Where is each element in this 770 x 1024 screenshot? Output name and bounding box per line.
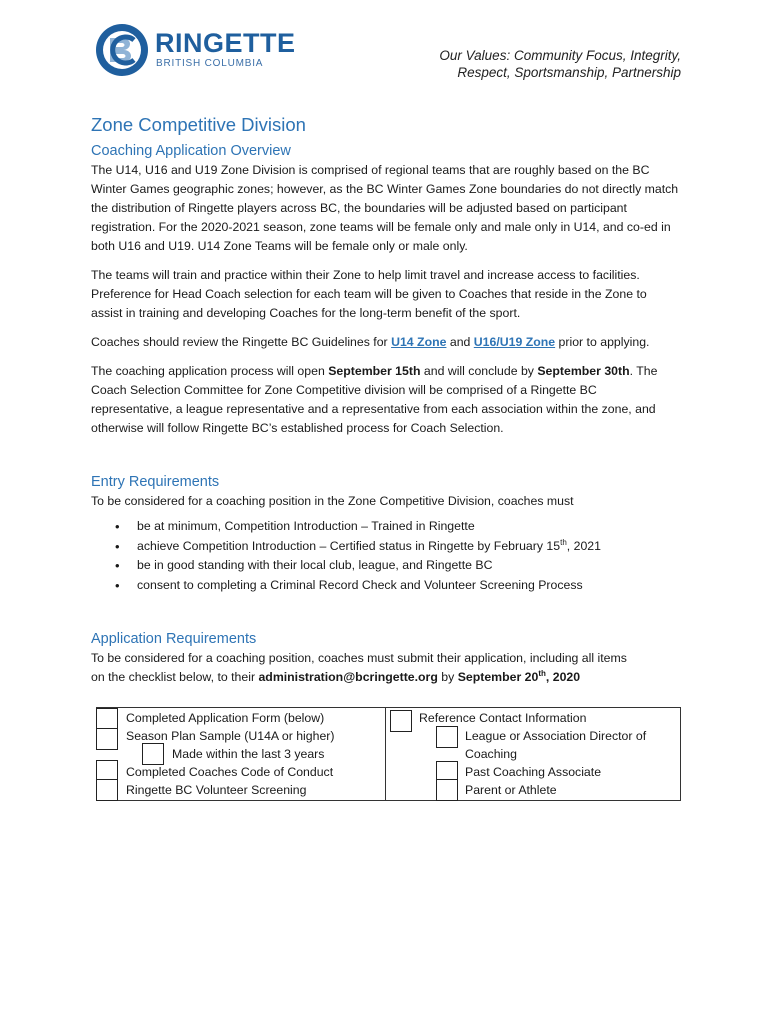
list-item	[137, 537, 681, 557]
list-item: • consent to completing a Criminal Record Check and Volunteer Screening Process	[137, 576, 681, 596]
close-date: September 30th	[537, 364, 630, 378]
checklist-divider	[385, 708, 386, 800]
overview-heading: Coaching Application Overview	[91, 143, 291, 159]
application-requirements-heading: Application Requirements	[91, 631, 257, 647]
checklist-subitem: Past Coaching Associate	[465, 765, 602, 779]
text-span: and will conclude by	[420, 364, 538, 378]
logo-title: RINGETTE	[155, 28, 296, 58]
admin-email: administration@bcringette.org	[258, 670, 438, 684]
text-span: . The Coach Selection Committee for Zone Competitive division will be comprised of a Ringette BC representative, a league representative and a representative from each association within the zone, and otherwise will follow Ringette BC’s established process for Coach Selection.	[91, 364, 658, 435]
entry-intro: To be considered for a coaching position in the Zone Competitive Division, coaches must	[91, 494, 574, 508]
checkbox-parent-or-athlete[interactable]	[436, 779, 458, 801]
checkbox-season-plan[interactable]	[96, 728, 118, 750]
text-span: and	[446, 335, 474, 349]
values-line: Respect, Sportsmanship, Partnership	[457, 65, 681, 80]
checklist-subitem: Parent or Athlete	[465, 783, 557, 797]
ringette-logo-icon	[94, 22, 150, 78]
overview-paragraph-1: The U14, U16 and U19 Zone Division is comprised of regional teams that are roughly based on the BC Winter Games geographic zones; however, as the BC Winter Games Zone boundaries do not directly match the distribution of Ringette players across BC, the boundaries will be adjusted based on participant registration. For the 2020-2021 season, zone teams will be female only and male only in U14, and co-ed in both U16 and U19. U14 Zone Teams will be female only or male only.	[91, 163, 679, 253]
checkbox-director-of-coaching[interactable]	[436, 726, 458, 748]
checklist-item: Completed Application Form (below)	[126, 711, 325, 725]
list-item: • be in good standing with their local club, league, and Ringette BC	[137, 556, 681, 576]
checkbox-application-form[interactable]	[96, 708, 118, 730]
list-item: • be at minimum, Competition Introduction – Trained in Ringette	[137, 517, 681, 537]
overview-paragraph-2: The teams will train and practice within their Zone to help limit travel and increase access to facilities. Preference for Head Coach selection for each team will be given to Coaches that reside in the Zone to assist in training and developing Coaches for the long-term benefit of the sport.	[91, 268, 647, 320]
checklist-item: Ringette BC Volunteer Screening	[126, 783, 307, 797]
u14-zone-link[interactable]: U14 Zone	[391, 335, 447, 349]
logo-subtitle: BRITISH COLUMBIA	[156, 58, 264, 69]
text-span: , 2021	[566, 538, 601, 553]
checklist-subitem: League or Association Director of	[465, 729, 647, 743]
open-date: September 15th	[328, 364, 421, 378]
overview-paragraph-3	[91, 333, 681, 352]
checkbox-volunteer-screening[interactable]	[96, 779, 118, 801]
text-span: on the checklist below, to their	[91, 670, 259, 684]
page-title: Zone Competitive Division	[91, 114, 306, 135]
ringette-bc-logo	[94, 22, 296, 80]
checkbox-made-within-3-years[interactable]	[142, 743, 164, 765]
application-checklist	[96, 707, 681, 801]
checklist-subitem: Made within the last 3 years	[172, 747, 325, 761]
deadline-date	[458, 670, 580, 684]
checklist-item: Reference Contact Information	[419, 711, 587, 725]
values-statement	[381, 47, 681, 81]
text-span: The coaching application process will open	[91, 364, 329, 378]
text-span: by	[437, 670, 458, 684]
text-span: , 2020	[545, 670, 581, 684]
overview-paragraph-4	[91, 362, 681, 438]
checklist-item: Completed Coaches Code of Conduct	[126, 765, 334, 779]
checkbox-reference-contact[interactable]	[390, 710, 412, 732]
entry-requirements-list	[91, 517, 681, 595]
u16-u19-zone-link[interactable]: U16/U19 Zone	[473, 335, 556, 349]
text-span: achieve Competition Introduction – Certified status in Ringette by February 15	[137, 538, 561, 553]
application-line-2	[91, 668, 681, 687]
application-line-1: To be considered for a coaching position, coaches must submit their application, including all items	[91, 651, 627, 665]
text-span: September 20	[457, 670, 539, 684]
entry-requirements-heading: Entry Requirements	[91, 474, 220, 490]
checklist-subitem: Coaching	[465, 747, 517, 761]
superscript: th	[538, 668, 546, 678]
checklist-item: Season Plan Sample (U14A or higher)	[126, 729, 335, 743]
text-span: prior to applying.	[555, 335, 650, 349]
document-body	[91, 113, 681, 687]
values-line: Our Values: Community Focus, Integrity,	[439, 48, 681, 63]
text-span: Coaches should review the Ringette BC Guidelines for	[91, 335, 392, 349]
superscript: th	[560, 537, 567, 547]
